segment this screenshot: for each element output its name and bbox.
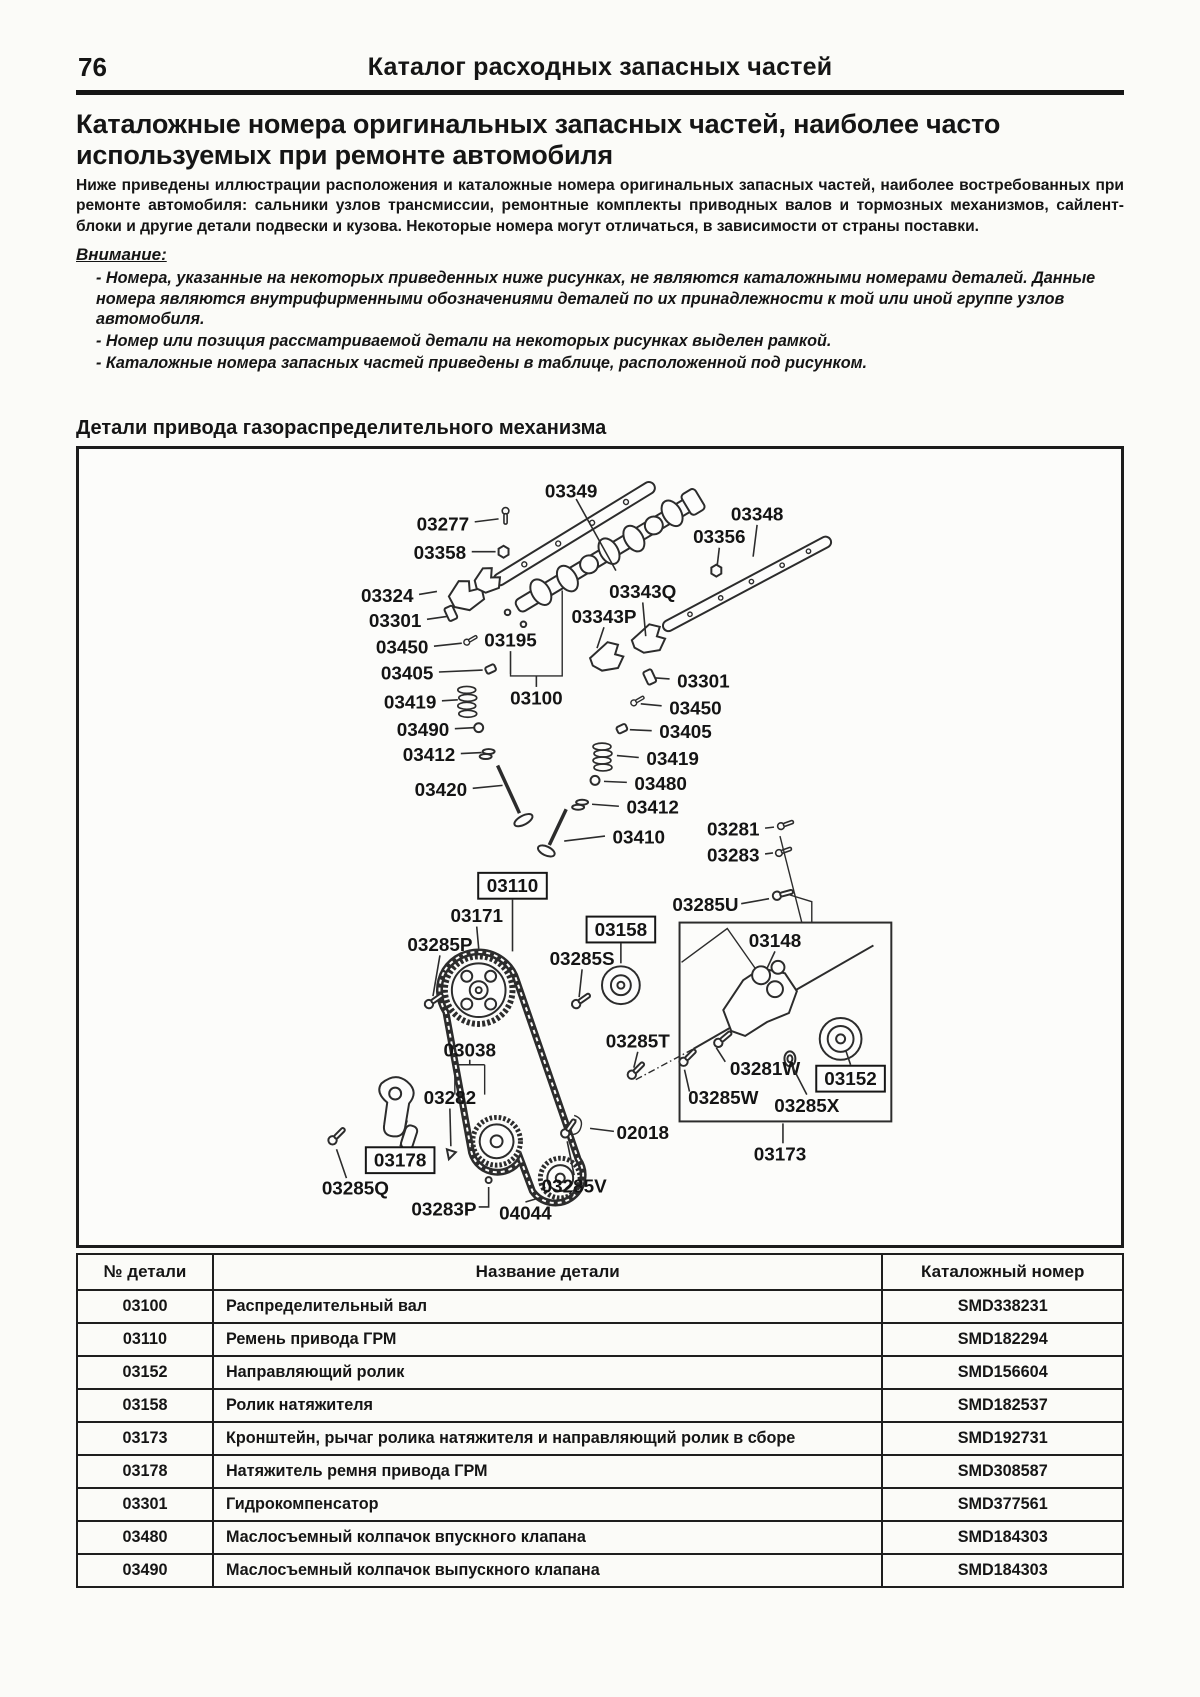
leader-line bbox=[427, 617, 448, 620]
bolt-icon bbox=[626, 1061, 646, 1081]
part-label-03283P: 03283P bbox=[411, 1199, 477, 1221]
intro-paragraph: Ниже приведены иллюстрации расположения и каталожные номера оригинальных запасных частей, наиболее востребованных при ремонте автомобиля: сальники узлов трансмиссии, ремонтные комплекты приводных валов и тормозных механизмов, сайлент-блоки и другие детали подвески и кузова. Некоторые номера могут отличаться, в зависимости от страны поставки. bbox=[76, 177, 1124, 235]
part-label-03173: 03173 bbox=[753, 1145, 807, 1167]
crankshaft-sprocket-drawing bbox=[473, 1118, 521, 1166]
bolt-icon bbox=[777, 819, 795, 831]
part-number-cell: 03152 bbox=[77, 1356, 213, 1389]
part-name-cell: Натяжитель ремня привода ГРМ bbox=[213, 1455, 882, 1488]
page-header bbox=[76, 52, 1124, 84]
part-label-03343Q: 03343Q bbox=[609, 582, 677, 604]
part-label-03110: 03110 bbox=[486, 876, 539, 898]
part-label-03356: 03356 bbox=[693, 527, 746, 549]
part-label-03285S: 03285S bbox=[549, 949, 615, 971]
part-label-03348: 03348 bbox=[730, 504, 784, 526]
part-label-04044: 04044 bbox=[499, 1203, 552, 1225]
part-label-03195: 03195 bbox=[484, 631, 537, 653]
lifter-drawing bbox=[643, 669, 657, 685]
leader-line bbox=[656, 678, 670, 679]
attention-label: Внимание: bbox=[76, 244, 167, 264]
pin-drawing bbox=[505, 610, 511, 616]
part-label-03490: 03490 bbox=[396, 720, 450, 742]
page-number: 76 bbox=[78, 52, 107, 82]
leader-line bbox=[765, 853, 773, 854]
part-label-03405: 03405 bbox=[659, 722, 712, 744]
part-name-cell: Гидрокомпенсатор bbox=[213, 1488, 882, 1521]
leader-line bbox=[419, 592, 437, 595]
spring-retainer-drawing bbox=[480, 755, 492, 760]
valve-stem-drawing bbox=[498, 766, 520, 814]
leader-line bbox=[753, 525, 757, 557]
part-label-03277: 03277 bbox=[416, 514, 470, 536]
part-name-cell: Ролик натяжителя bbox=[213, 1389, 882, 1422]
leader-line bbox=[765, 828, 774, 829]
belt-guide-drawing bbox=[447, 1150, 456, 1160]
leader-line bbox=[741, 899, 769, 904]
col-header-part-number: № детали bbox=[77, 1254, 213, 1290]
leader-line bbox=[473, 786, 503, 789]
catalog-number-cell: SMD156604 bbox=[882, 1356, 1123, 1389]
part-number-cell: 03110 bbox=[77, 1323, 213, 1356]
table-row bbox=[77, 1356, 1123, 1389]
part-label-03358: 03358 bbox=[413, 543, 467, 565]
part-name-cell: Маслосъемный колпачок впускного клапана bbox=[213, 1521, 882, 1554]
part-label-03343P: 03343P bbox=[571, 607, 637, 629]
pin-drawing bbox=[521, 622, 527, 628]
leader-line bbox=[590, 1129, 614, 1132]
part-name-cell: Маслосъемный колпачок выпускного клапана bbox=[213, 1554, 882, 1587]
bolt-icon bbox=[463, 634, 478, 646]
part-name-cell: Кронштейн, рычаг ролика натяжителя и направляющий ролик в сборе bbox=[213, 1422, 882, 1455]
part-label-03171: 03171 bbox=[450, 906, 503, 928]
part-label-03285W: 03285W bbox=[688, 1088, 759, 1110]
valve-seal-drawing bbox=[474, 724, 483, 733]
catalog-number-cell: SMD182294 bbox=[882, 1323, 1123, 1356]
part-label-03285T: 03285T bbox=[605, 1031, 670, 1053]
bolt-icon bbox=[327, 1126, 347, 1146]
part-label-03281W: 03281W bbox=[729, 1059, 801, 1081]
running-header: Каталог расходных запасных частей bbox=[367, 53, 833, 81]
valve-seal-drawing bbox=[591, 776, 600, 785]
part-label-03283: 03283 bbox=[706, 845, 760, 867]
rocker-arm-drawing bbox=[587, 639, 626, 676]
table-row bbox=[77, 1422, 1123, 1455]
leader-line bbox=[630, 730, 652, 731]
col-header-part-name: Название детали bbox=[213, 1254, 882, 1290]
leader-line bbox=[579, 970, 582, 998]
part-label-03420: 03420 bbox=[414, 780, 468, 802]
part-name-cell: Направляющий ролик bbox=[213, 1356, 882, 1389]
part-label-03285X: 03285X bbox=[774, 1096, 840, 1118]
nut-icon bbox=[499, 546, 509, 558]
part-label-03301: 03301 bbox=[368, 611, 422, 633]
valve-head-drawing bbox=[513, 812, 535, 829]
col-header-catalog-number: Каталожный номер bbox=[882, 1254, 1123, 1290]
header-rule bbox=[76, 90, 1124, 95]
leader-line bbox=[592, 805, 619, 807]
part-label-03178: 03178 bbox=[373, 1151, 427, 1173]
leader-line bbox=[439, 670, 483, 672]
catalog-number-cell: SMD184303 bbox=[882, 1554, 1123, 1587]
part-name-cell: Ремень привода ГРМ bbox=[213, 1323, 882, 1356]
bolt-icon bbox=[772, 888, 794, 901]
valve-spring-drawing bbox=[458, 687, 477, 718]
part-label-03301: 03301 bbox=[677, 671, 730, 693]
valve-stem-drawing bbox=[549, 810, 566, 846]
valve-cap-drawing bbox=[485, 664, 497, 675]
part-label-03152: 03152 bbox=[824, 1069, 877, 1091]
figure-caption: Детали привода газораспределительного механизма bbox=[76, 417, 607, 440]
part-number-cell: 03173 bbox=[77, 1422, 213, 1455]
page-content bbox=[76, 0, 1124, 1588]
leader-line bbox=[617, 756, 639, 758]
table-row bbox=[77, 1488, 1123, 1521]
catalog-number-cell: SMD192731 bbox=[882, 1422, 1123, 1455]
part-label-03324: 03324 bbox=[360, 586, 414, 608]
valve-spring-drawing bbox=[593, 744, 612, 772]
part-label-03282: 03282 bbox=[423, 1088, 477, 1110]
part-label-03450: 03450 bbox=[375, 638, 429, 660]
catalog-number-cell: SMD377561 bbox=[882, 1488, 1123, 1521]
tensioner-bracket-drawing bbox=[723, 961, 797, 1036]
catalog-number-cell: SMD308587 bbox=[882, 1455, 1123, 1488]
table-row bbox=[77, 1521, 1123, 1554]
part-number-cell: 03301 bbox=[77, 1488, 213, 1521]
leader-line bbox=[475, 519, 499, 522]
table-row bbox=[77, 1290, 1123, 1323]
part-label-03285U: 03285U bbox=[672, 895, 739, 917]
leader-line bbox=[604, 782, 627, 783]
timing-diagram bbox=[79, 449, 1121, 1245]
leader-line bbox=[450, 1109, 451, 1147]
part-label-03419: 03419 bbox=[383, 692, 437, 714]
part-label-03405: 03405 bbox=[380, 663, 434, 685]
part-label-03419: 03419 bbox=[646, 749, 699, 771]
part-number-cell: 03158 bbox=[77, 1389, 213, 1422]
table-row bbox=[77, 1455, 1123, 1488]
catalog-number-cell: SMD182537 bbox=[882, 1389, 1123, 1422]
table-row bbox=[77, 1389, 1123, 1422]
rocker-shaft-2-drawing bbox=[661, 535, 833, 633]
part-number-cell: 03178 bbox=[77, 1455, 213, 1488]
part-label-03410: 03410 bbox=[612, 827, 666, 849]
spring-retainer-drawing bbox=[572, 805, 584, 810]
tensioner-pulley-drawing bbox=[602, 967, 640, 1005]
bolt-icon bbox=[486, 1178, 492, 1184]
leader-line bbox=[434, 644, 462, 647]
attention-block bbox=[76, 245, 1124, 374]
part-number-cell: 03100 bbox=[77, 1290, 213, 1323]
attention-list bbox=[76, 268, 1124, 374]
part-number-cell: 03480 bbox=[77, 1521, 213, 1554]
leader-line bbox=[442, 700, 458, 701]
section-title: Каталожные номера оригинальных запасных частей, наиболее часто используемых при ремонте автомобиля bbox=[76, 109, 1001, 170]
part-number-cell: 03490 bbox=[77, 1554, 213, 1587]
table-row bbox=[77, 1323, 1123, 1356]
part-label-03412: 03412 bbox=[626, 798, 679, 820]
guide-pulley-drawing bbox=[820, 1018, 862, 1060]
leader-line bbox=[461, 753, 482, 754]
leader-line bbox=[479, 1188, 489, 1208]
part-label-03285P: 03285P bbox=[407, 935, 473, 957]
bolt-icon bbox=[570, 992, 592, 1011]
leader-line bbox=[717, 548, 719, 565]
catalog-number-cell: SMD184303 bbox=[882, 1521, 1123, 1554]
attention-item: - Каталожные номера запасных частей приведены в таблице, расположенной под рисунком. bbox=[76, 353, 1124, 374]
attention-item: - Номер или позиция рассматриваемой детали на некоторых рисунках выделен рамкой. bbox=[76, 331, 1124, 352]
part-label-03450: 03450 bbox=[669, 698, 722, 720]
nut-icon bbox=[711, 565, 721, 577]
leader-line bbox=[716, 1048, 725, 1062]
table-header-row bbox=[77, 1254, 1123, 1290]
part-label-02018: 02018 bbox=[616, 1123, 670, 1145]
bolt-icon bbox=[502, 508, 509, 524]
part-label-03148: 03148 bbox=[748, 931, 802, 953]
part-label-03100: 03100 bbox=[510, 688, 563, 710]
part-label-03158: 03158 bbox=[594, 920, 648, 942]
figure-frame bbox=[76, 446, 1124, 1248]
valve-head-drawing bbox=[536, 844, 556, 860]
belt-tensioner-drawing bbox=[379, 1078, 418, 1151]
attention-item: - Номера, указанные на некоторых приведенных ниже рисунках, не являются каталожными номерами деталей. Данные номера являются внутрифирменными обозначениями деталей по их принадлежности к той или иной группе узлов автомобиля. bbox=[76, 268, 1124, 330]
part-name-cell: Распределительный вал bbox=[213, 1290, 882, 1323]
catalog-number-cell: SMD338231 bbox=[882, 1290, 1123, 1323]
leader-line bbox=[337, 1150, 347, 1179]
table-row bbox=[77, 1554, 1123, 1587]
leader-line bbox=[597, 628, 604, 649]
leader-line bbox=[455, 728, 474, 729]
parts-table bbox=[76, 1253, 1124, 1588]
leader-line bbox=[477, 927, 479, 949]
camshaft-sprocket-drawing bbox=[445, 957, 513, 1025]
part-label-03285Q: 03285Q bbox=[321, 1178, 389, 1200]
part-label-03281: 03281 bbox=[706, 820, 760, 842]
bolt-icon bbox=[678, 1048, 698, 1068]
part-label-03480: 03480 bbox=[634, 774, 687, 796]
part-label-03285V: 03285V bbox=[541, 1176, 607, 1198]
leader-line bbox=[641, 704, 662, 706]
leader-line bbox=[564, 837, 605, 842]
part-label-03349: 03349 bbox=[544, 481, 598, 503]
part-label-03038: 03038 bbox=[443, 1040, 496, 1062]
part-label-03412: 03412 bbox=[402, 745, 456, 767]
bolt-icon bbox=[630, 695, 645, 707]
valve-cap-drawing bbox=[616, 724, 628, 735]
